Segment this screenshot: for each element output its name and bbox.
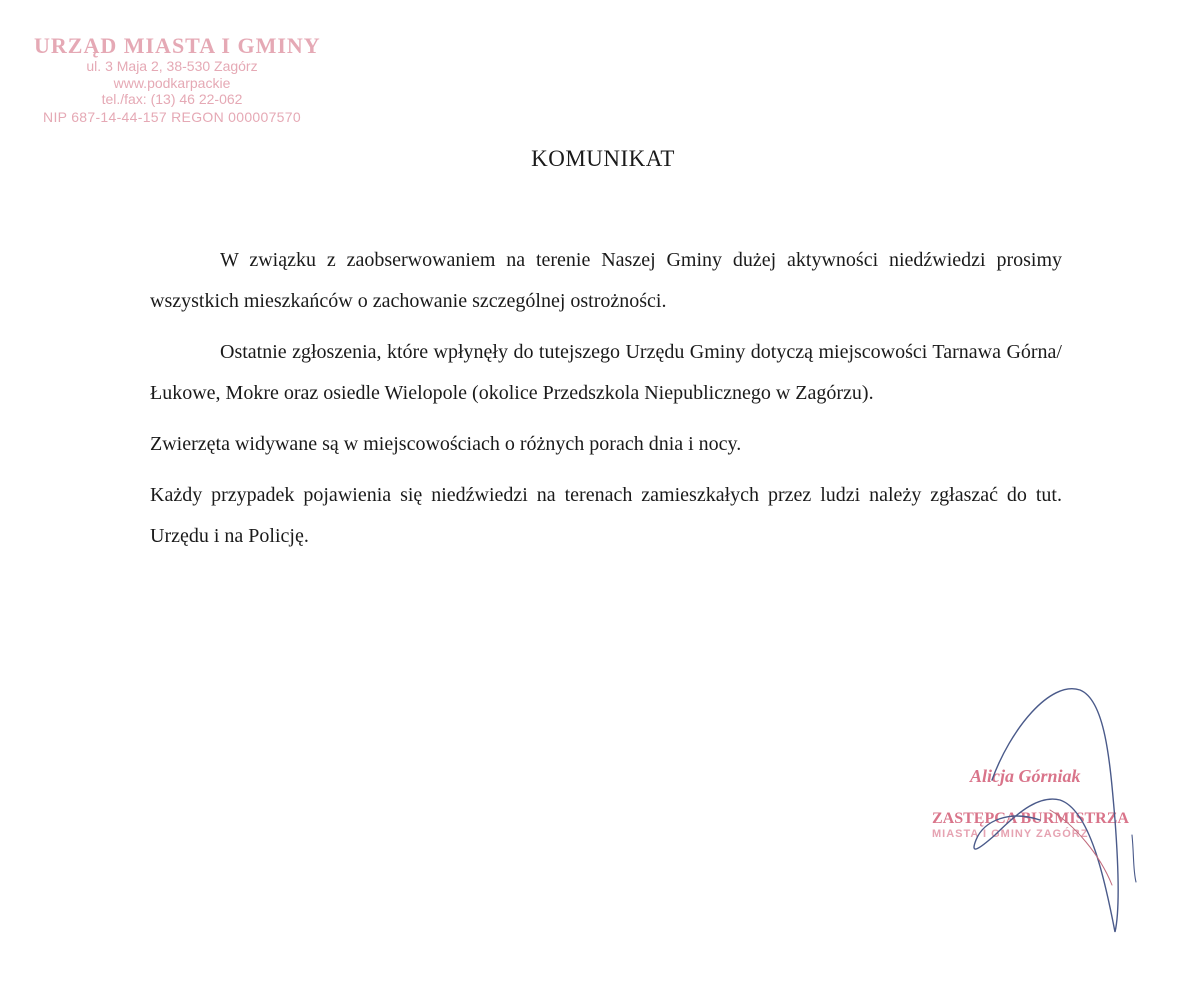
paragraph-1: W związku z zaobserwowaniem na terenie Naszej Gminy dużej aktywności niedźwiedzi prosimy wszystkich mieszkańców o zachowanie szczególnej ostrożności.: [150, 249, 1062, 312]
document-body: [150, 240, 1062, 557]
handwritten-signature-icon: [900, 670, 1190, 960]
stamp-ids: NIP 687-14-44-157 REGON 000007570: [43, 109, 301, 126]
signature-name: Alicja Górniak: [970, 766, 1081, 786]
stamp-title: URZĄD MIASTA I GMINY: [34, 33, 321, 58]
stamp-address: ul. 3 Maja 2, 38-530 Zagórz: [86, 58, 258, 75]
stamp-website: www.podkarpackie: [113, 74, 231, 91]
stamp-phone: tel./fax: (13) 46 22-062: [101, 91, 243, 108]
paragraph-2: Ostatnie zgłoszenia, które wpłynęły do tutejszego Urzędu Gminy dotyczą miejscowości Tarnawa Górna/Łukowe, Mokre oraz osiedle Wielopole (okolice Przedszkola Niepublicznego w Zagórzu).: [150, 341, 1062, 404]
signature-block: [900, 670, 1190, 960]
document-title: KOMUNIKAT: [531, 146, 675, 171]
paragraph-4: Każdy przypadek pojawienia się niedźwiedzi na terenach zamieszkałych przez ludzi należy zgłaszać do tut. Urzędu i na Policję.: [150, 484, 1062, 547]
signature-office: MIASTA I GMINY ZAGÓRZ: [932, 828, 1089, 840]
paragraph-3: Zwierzęta widywane są w miejscowościach o różnych porach dnia i nocy.: [150, 433, 742, 455]
office-stamp: [34, 33, 321, 126]
signature-role: ZASTĘPCA BURMISTRZA: [932, 810, 1129, 827]
